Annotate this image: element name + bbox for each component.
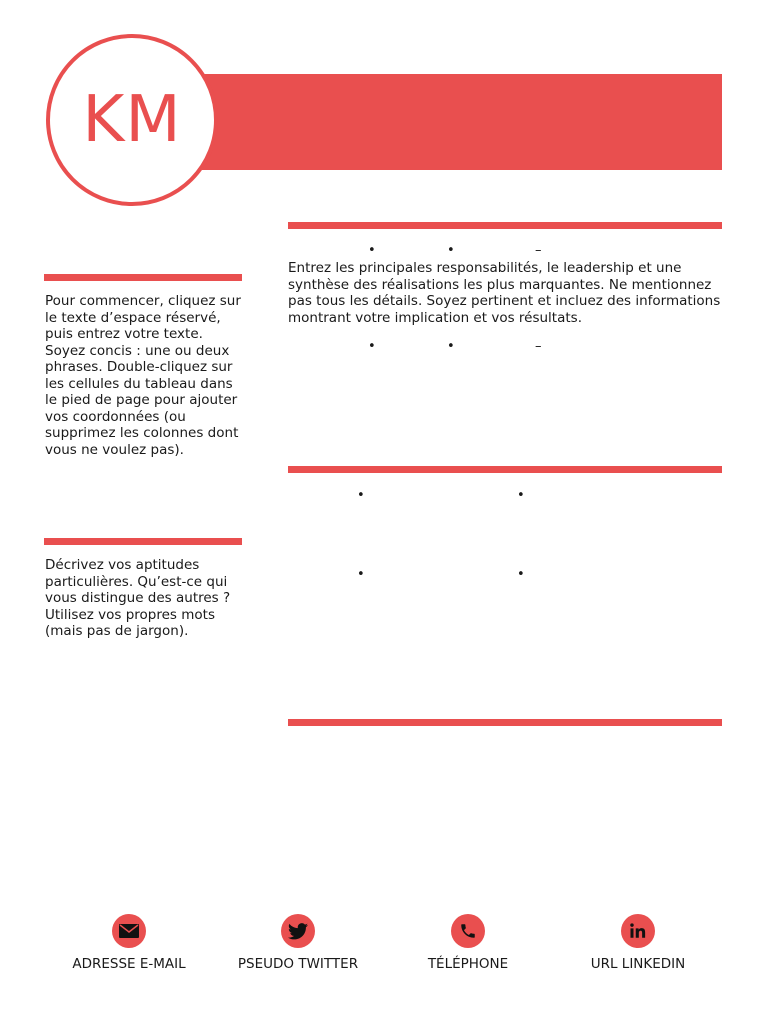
monogram-circle [46,34,218,206]
job-1-dash: – [535,243,542,258]
education-2-bullet-2: • [517,567,525,582]
contact-email[interactable] [44,914,214,972]
skills-heading-rule [44,538,242,545]
education-1-bullet-2: • [517,488,525,503]
education-2-bullet-1: • [357,567,365,582]
job-2-bullet-1: • [368,339,376,354]
contact-phone[interactable] [383,914,553,972]
header-band [200,74,722,170]
linkedin-icon [621,914,655,948]
contact-email-label: ADRESSE E-MAIL [72,956,186,972]
job-1-bullet-2: • [447,243,455,258]
education-heading-rule [288,466,722,473]
job-2-dash: – [535,339,542,354]
envelope-icon [112,914,146,948]
job-1-bullet-1: • [368,243,376,258]
twitter-bird-icon [281,914,315,948]
job-2-bullet-2: • [447,339,455,354]
contact-twitter-label: PSEUDO TWITTER [237,956,359,972]
experience-heading-rule [288,222,722,229]
skills-text[interactable]: Décrivez vos aptitudes particulières. Qu’est-ce qui vous distingue des autres ? Utilisez vos propres mots (mais pas de jargon). [45,557,231,639]
objective-heading-rule [44,274,242,281]
education-1-bullet-1: • [357,488,365,503]
contact-linkedin-label: URL LINKEDIN [590,956,686,972]
initials[interactable]: KM [82,83,182,157]
phone-icon [451,914,485,948]
job-1-description[interactable]: Entrez les principales responsabilités, le leadership et une synthèse des réalisations les plus marquantes. Ne mentionnez pas tous les détails. Soyez pertinent et incluez des informations montrant votre implication et vos résultats. [288,260,721,326]
contact-twitter[interactable] [213,914,383,972]
contact-phone-label: TÉLÉPHONE [427,956,509,972]
objective-text[interactable]: Pour commencer, cliquez sur le texte d’espace réservé, puis entrez votre texte. Soyez concis : une ou deux phrases. Double-cliquez sur les cellules du tableau dans le pied de page pour ajouter vos coordonnées (ou supprimez les colonnes dont vous ne voulez pas). [45,293,241,458]
volunteer-heading-rule [288,719,722,726]
contact-linkedin[interactable] [553,914,723,972]
